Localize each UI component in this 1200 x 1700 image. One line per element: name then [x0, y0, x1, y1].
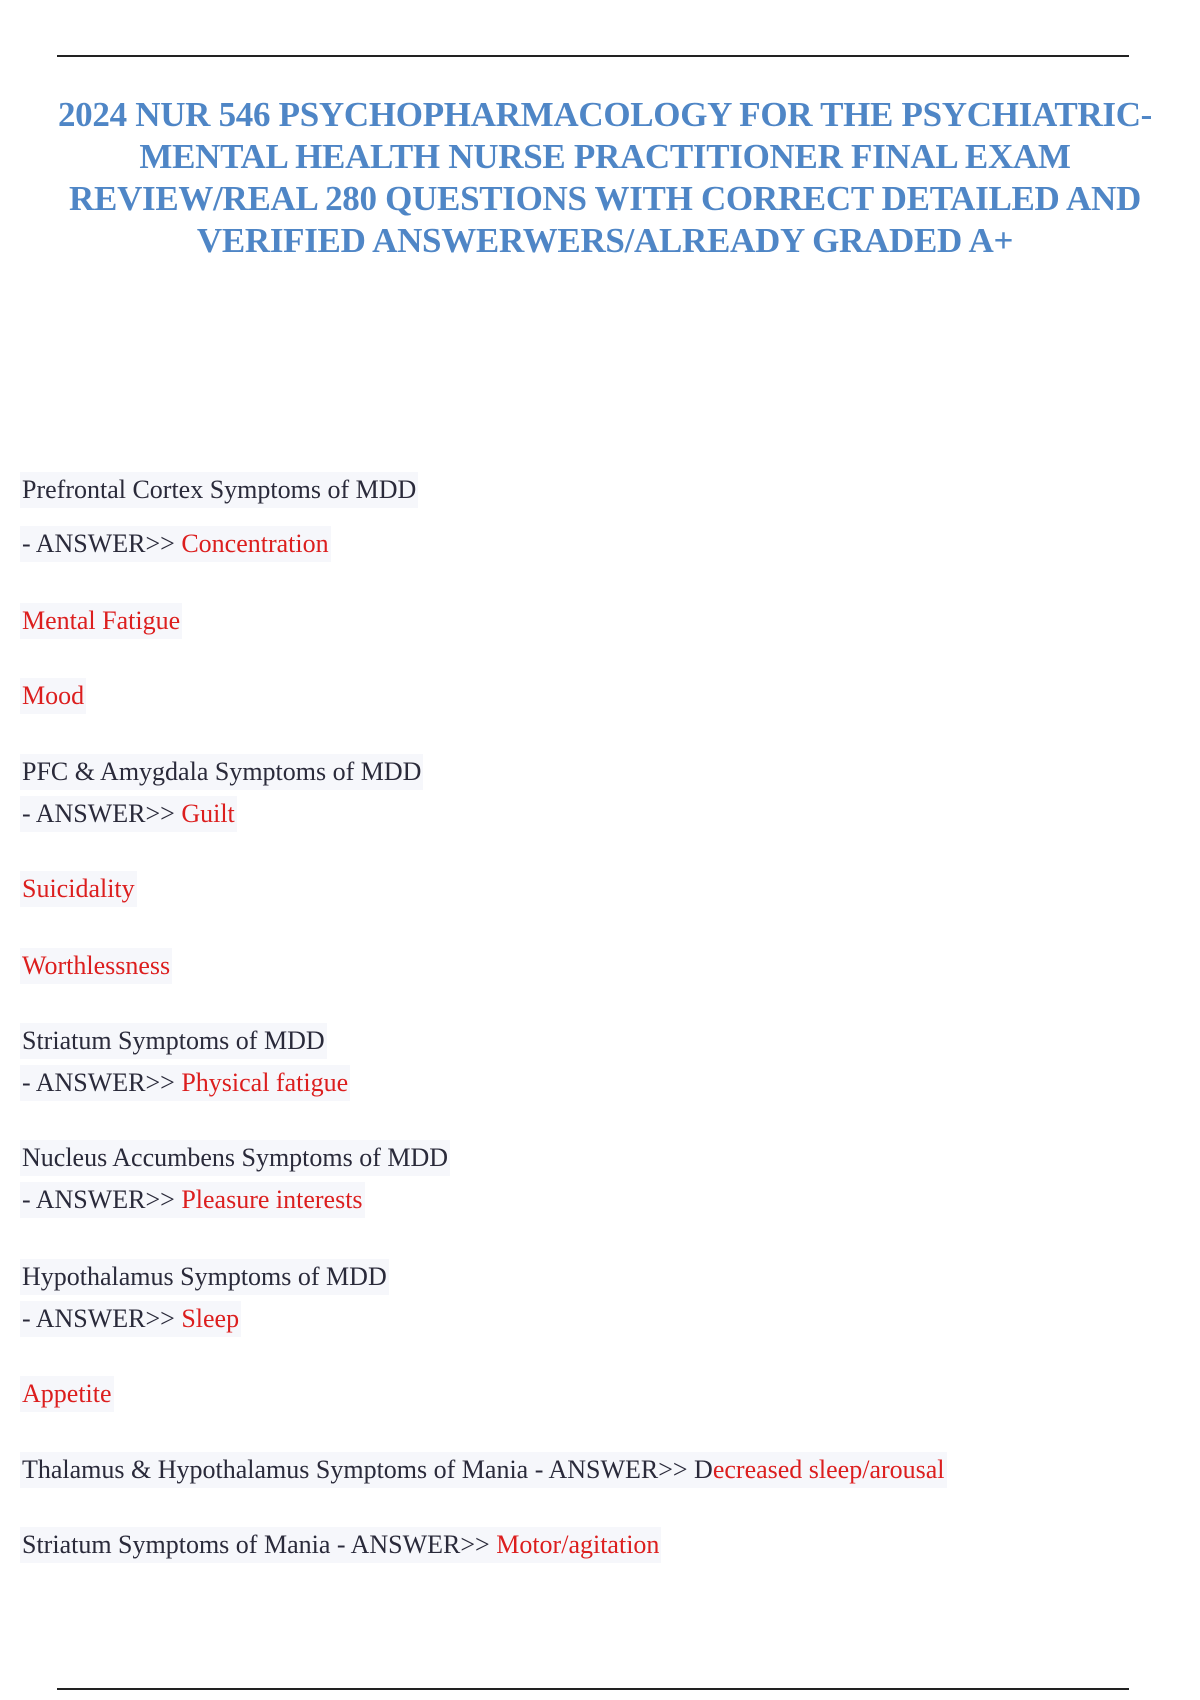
answer-line-striatum-mdd — [20, 1065, 350, 1101]
question-pfc-amygdala — [20, 754, 423, 790]
answer-text: Guilt — [181, 799, 235, 828]
answer-text: ecreased sleep/arousal — [712, 1455, 945, 1484]
answer-prefix: - ANSWER>> — [22, 799, 182, 828]
question-text: Thalamus & Hypothalamus Symptoms of Mania - ANSWER>> D — [22, 1455, 713, 1484]
answer-text: Mental Fatigue — [22, 606, 181, 635]
top-rule — [57, 55, 1129, 57]
answer-prefix: - ANSWER>> — [22, 1304, 182, 1333]
bottom-rule — [57, 1688, 1129, 1690]
answer-extra-appetite — [20, 1376, 114, 1412]
question-nucleus-accumbens — [20, 1140, 450, 1176]
answer-extra-mental-fatigue — [20, 603, 182, 639]
answer-extra-mood — [20, 678, 86, 714]
answer-text: Concentration — [181, 529, 329, 558]
answer-extra-worthlessness — [20, 948, 172, 984]
answer-line-hypothalamus — [20, 1301, 241, 1337]
question-text: Hypothalamus Symptoms of MDD — [22, 1262, 387, 1291]
answer-text: Appetite — [22, 1379, 112, 1408]
question-text: Prefrontal Cortex Symptoms of MDD — [22, 475, 417, 504]
question-text: PFC & Amygdala Symptoms of MDD — [22, 757, 422, 786]
answer-text: Physical fatigue — [181, 1068, 349, 1097]
answer-extra-suicidality — [20, 871, 137, 907]
answer-line-pfc-amygdala — [20, 796, 237, 832]
answer-prefix: - ANSWER>> — [22, 1068, 182, 1097]
question-text: Striatum Symptoms of MDD — [22, 1026, 325, 1055]
question-striatum-mdd — [20, 1023, 327, 1059]
answer-text: Pleasure interests — [181, 1185, 363, 1214]
question-text: Nucleus Accumbens Symptoms of MDD — [22, 1143, 449, 1172]
question-prefrontal-cortex — [20, 472, 418, 508]
question-thalamus-hypothalamus-mania — [20, 1452, 947, 1488]
answer-prefix: - ANSWER>> — [22, 529, 182, 558]
question-text: Striatum Symptoms of Mania - ANSWER>> — [22, 1530, 497, 1559]
answer-text: Motor/agitation — [496, 1530, 660, 1559]
question-striatum-mania — [20, 1527, 661, 1563]
document-title: 2024 NUR 546 PSYCHOPHARMACOLOGY FOR THE PSYCHIATRIC-MENTAL HEALTH NURSE PRACTITIONER FINAL EXAM REVIEW/REAL 280 QUESTIONS WITH CORRECT DETAILED AND VERIFIED ANSWERWERS/ALREADY GRADED A+ — [57, 95, 1153, 260]
answer-text: Worthlessness — [22, 951, 171, 980]
answer-text: Sleep — [181, 1304, 240, 1333]
answer-line-nucleus-accumbens — [20, 1182, 365, 1218]
answer-line-prefrontal-cortex — [20, 526, 331, 562]
question-hypothalamus — [20, 1259, 389, 1295]
answer-text: Suicidality — [22, 874, 135, 903]
answer-text: Mood — [22, 681, 85, 710]
answer-prefix: - ANSWER>> — [22, 1185, 182, 1214]
